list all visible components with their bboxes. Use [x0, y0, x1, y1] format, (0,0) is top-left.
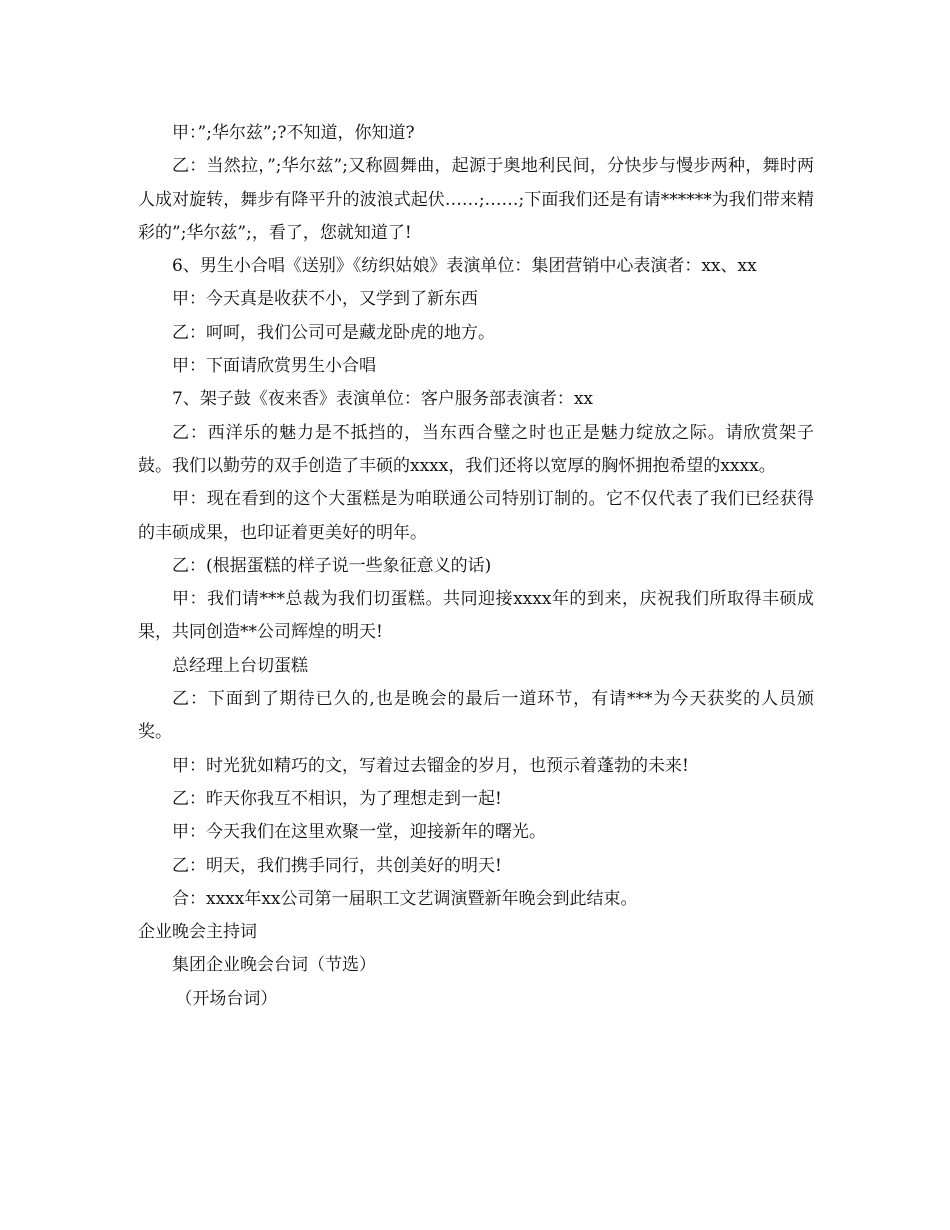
opening-lines-label: （开场台词）: [175, 988, 278, 1009]
document-body: [138, 117, 814, 1016]
program-item-6: 6、男生小合唱《送别》《纺织姑娘》表演单位：集团营销中心表演者：xx、xx: [172, 256, 757, 277]
paragraph-yi-waltz-intro: 乙：当然拉，”;华尔兹”;又称圆舞曲，起源于奥地利民间，分快步与慢步两种，舞时两人成对旋转，舞步有降平升的波浪式起伏……;……;下面我们还是有请******为我们带来精彩的”;华尔兹”;，看了，您就知道了!: [138, 156, 814, 243]
paragraph-together-closing: 合：xxxx年xx公司第一届职工文艺调演暨新年晚会到此结束。: [172, 888, 638, 909]
paragraph-jia-cut-cake: 甲：我们请***总裁为我们切蛋糕。共同迎接xxxx年的到来，庆祝我们所取得丰硕成果，共同创造**公司辉煌的明天!: [138, 589, 814, 643]
paragraph-yi-tomorrow: 乙：明天，我们携手同行，共创美好的明天!: [172, 855, 502, 876]
paragraph-yi-drums: 乙：西洋乐的魅力是不抵挡的，当东西合璧之时也正是魅力绽放之际。请欣赏架子鼓。我们以勤劳的双手创造了丰硕的xxxx，我们还将以宽厚的胸怀拥抱希望的xxxx。: [138, 422, 814, 476]
stage-direction-cake: 总经理上台切蛋糕: [172, 655, 308, 676]
paragraph-yi-cake-note: 乙：(根据蛋糕的样子说一些象征意义的话): [172, 555, 492, 576]
paragraph-jia-learned: 甲：今天真是收获不小，又学到了新东西: [172, 289, 478, 310]
subsection-heading: 集团企业晚会台词（节选）: [172, 955, 376, 976]
paragraph-jia-waltz-question: 甲：”;华尔兹”;?不知道，你知道?: [172, 123, 415, 143]
section-heading: 企业晚会主持词: [138, 922, 257, 943]
paragraph-jia-chorus: 甲：下面请欣赏男生小合唱: [172, 356, 376, 377]
paragraph-yi-awards: 乙：下面到了期待已久的,也是晚会的最后一道环节，有请***为今天获奖的人员颁奖。: [138, 689, 814, 743]
paragraph-jia-cake: 甲：现在看到的这个大蛋糕是为咱联通公司特别订制的。它不仅代表了我们已经获得的丰硕成果，也印证着更美好的明年。: [138, 489, 814, 543]
paragraph-yi-yesterday: 乙：昨天你我互不相识，为了理想走到一起!: [172, 788, 502, 809]
paragraph-jia-today: 甲：今天我们在这里欢聚一堂，迎接新年的曙光。: [172, 822, 546, 843]
paragraph-jia-time: 甲：时光犹如精巧的文，写着过去镏金的岁月，也预示着蓬勃的未来!: [172, 755, 689, 776]
program-item-7: 7、架子鼓《夜来香》表演单位：客户服务部表演者：xx: [172, 389, 593, 410]
paragraph-yi-company: 乙：呵呵，我们公司可是藏龙卧虎的地方。: [172, 322, 495, 343]
